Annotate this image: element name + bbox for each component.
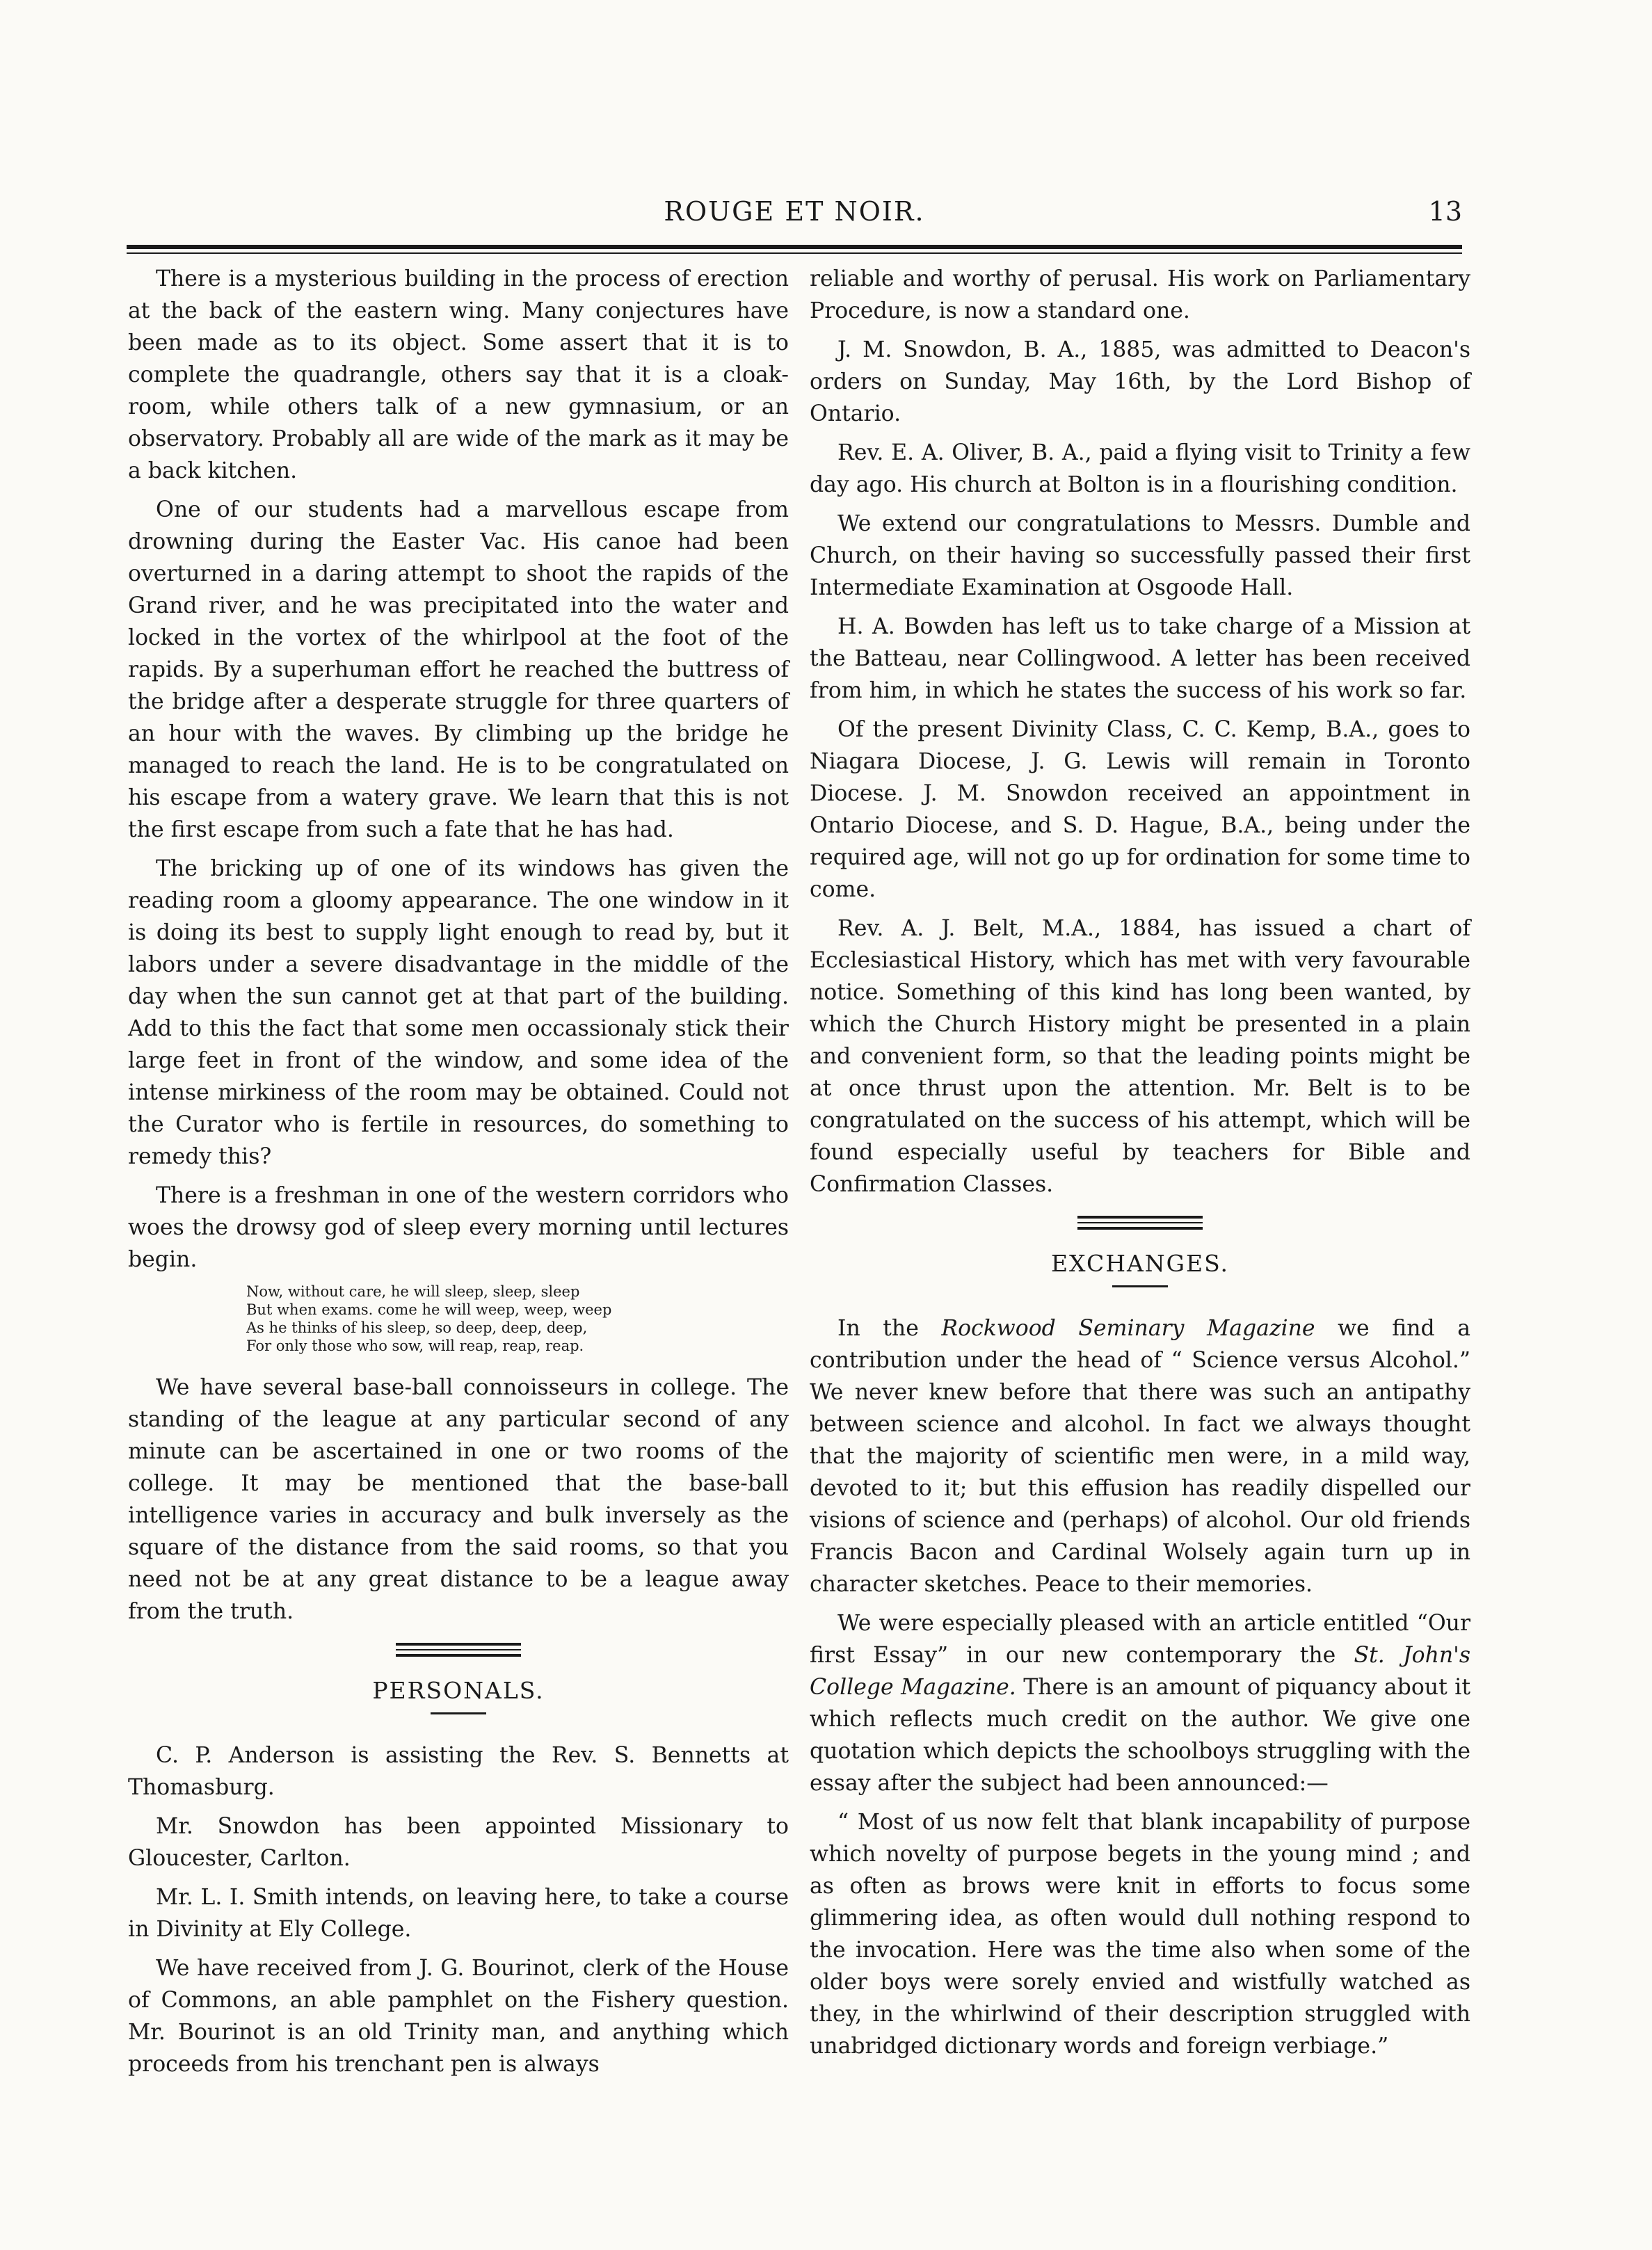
paragraph-reading-room: The bricking up of one of its windows has given the reading room a gloomy appearance. The one window in it is doing its best to supply light enough to read by, but it labors under a severe disadvantage in the middle of the day when the sun cannot get at that part of the building. Add to this the fact that some men occassionaly stick their large feet in front of the window, and some idea of the intense mirkiness of the room may be obtained. Could not the Curator who is fertile in resources, do something to remedy this? xyxy=(128,856,789,1169)
personal-item: Mr. Snowdon has been appointed Missionary to Gloucester, Carlton. xyxy=(128,1814,789,1871)
personal-item: C. P. Anderson is assisting the Rev. S. Bennetts at Thomasburg. xyxy=(128,1743,789,1800)
running-header xyxy=(127,196,1462,238)
poem-line: But when exams. come he will weep, weep, weep xyxy=(246,1301,612,1318)
poem xyxy=(246,1283,789,1355)
section-divider xyxy=(396,1643,521,1657)
personal-item: We extend our congratulations to Messrs. Dumble and Church, on their having so successfully passed their first Intermediate Examination at Osgoode Hall. xyxy=(810,511,1470,600)
exchange-item: We were especially pleased with an article entitled “Our first Essay” in our new contemporary the St. John's College Magazine. There is an amount of piquancy about it which reflects much credit on the author. We give one quotation which depicts the schoolboys struggling with the essay after the subject had been announced:— xyxy=(810,1611,1470,1796)
exchange-item: In the Rockwood Seminary Magazine we find a contribution under the head of “ Science versus Alcohol.” We never knew before that there was such an antipathy between science and alcohol. In fact we always thought that the majority of scientific men were, in a mild way, devoted to it; but this effusion has readily dispelled our visions of science and (perhaps) of alcohol. Our old friends Francis Bacon and Cardinal Wolsely again turn up in character sketches. Peace to their memories. xyxy=(810,1316,1470,1597)
poem-line: As he thinks of his sleep, so deep, deep, deep, xyxy=(246,1319,588,1336)
poem-line: Now, without care, he will sleep, sleep, sleep xyxy=(246,1283,580,1300)
continued-paragraph: reliable and worthy of perusal. His work on Parliamentary Procedure, is now a standard one. xyxy=(810,266,1470,323)
exchanges-heading: EXCHANGES. xyxy=(1050,1250,1230,1277)
poem-line: For only those who sow, will reap, reap, reap. xyxy=(246,1337,584,1354)
header-rule-thick xyxy=(127,245,1462,249)
personal-item: H. A. Bowden has left us to take charge of a Mission at the Batteau, near Collingwood. A letter has been received from him, in which he states the success of his work so far. xyxy=(810,614,1470,703)
page-number: 13 xyxy=(1428,196,1462,227)
header-rule-thin xyxy=(127,252,1462,254)
magazine-name: Rockwood Seminary Magazine xyxy=(941,1316,1315,1341)
heading-rule xyxy=(431,1712,486,1714)
journal-title: ROUGE ET NOIR. xyxy=(664,196,925,227)
section-divider xyxy=(1077,1216,1203,1230)
personal-item: Mr. L. I. Smith intends, on leaving here, to take a course in Divinity at Ely College. xyxy=(128,1885,789,1942)
left-column xyxy=(128,263,789,2087)
magazine-name: St. John's College Magazine. xyxy=(810,1643,1470,1700)
personal-item: Of the present Divinity Class, C. C. Kemp, B.A., goes to Niagara Diocese, J. G. Lewis will remain in Toronto Diocese. J. M. Snowdon received an appointment in Ontario Diocese, and S. D. Hague, B.A., being under the required age, will not go up for ordination for some time to come. xyxy=(810,717,1470,902)
personal-item: J. M. Snowdon, B. A., 1885, was admitted to Deacon's orders on Sunday, May 16th, by the Lord Bishop of Ontario. xyxy=(810,337,1470,426)
heading-rule xyxy=(1112,1285,1168,1287)
paragraph-baseball: We have several base-ball connoisseurs in college. The standing of the league at any particular second of any minute can be ascertained in one or two rooms of the college. It may be mentioned that the base-ball intelligence varies in accuracy and bulk inversely as the square of the distance from the said rooms, so that you need not be at any great distance to be a league away from the truth. xyxy=(128,1375,789,1624)
personal-item: Rev. A. J. Belt, M.A., 1884, has issued a chart of Ecclesiastical History, which has met with very favourable notice. Something of this kind has long been wanted, by which the Church History might be presented in a plain and convenient form, so that the leading points might be at once thrust upon the attention. Mr. Belt is to be congratulated on the success of his attempt, which will be found especially useful by teachers for Bible and Confirmation Classes. xyxy=(810,916,1470,1197)
exchange-quotation: “ Most of us now felt that blank incapability of purpose which novelty of purpose begets in the young mind ; and as often as brows were knit in efforts to focus some glimmering idea, as often would dull nothing respond to the invocation. Here was the time also when some of the older boys were sorely envied and wistfully watched as they, in the whirlwind of their description struggled with unabridged dictionary words and foreign verbiage.” xyxy=(810,1810,1470,2059)
personals-heading: PERSONALS. xyxy=(372,1677,545,1704)
paragraph-freshman: There is a freshman in one of the western corridors who woes the drowsy god of sleep every morning until lectures begin. xyxy=(128,1183,789,1272)
right-column xyxy=(810,263,1470,2069)
paragraph-canoe: One of our students had a marvellous escape from drowning during the Easter Vac. His canoe had been overturned in a daring attempt to shoot the rapids of the Grand river, and he was precipitated into the water and locked in the vortex of the whirlpool at the foot of the rapids. By a superhuman effort he reached the buttress of the bridge after a desperate struggle for three quarters of an hour with the waves. By climbing up the bridge he managed to reach the land. He is to be congratulated on his escape from a watery grave. We learn that this is not the first escape from such a fate that he has had. xyxy=(128,497,789,842)
personal-item: Rev. E. A. Oliver, B. A., paid a flying visit to Trinity a few day ago. His church at Bolton is in a flourishing condition. xyxy=(810,440,1470,497)
paragraph-building: There is a mysterious building in the process of erection at the back of the eastern wing. Many conjectures have been made as to its object. Some assert that it is to complete the quadrangle, others say that it is a cloak-room, while others talk of a new gymnasium, or an observatory. Probably all are wide of the mark as it may be a back kitchen. xyxy=(128,266,789,483)
personal-item: We have received from J. G. Bourinot, clerk of the House of Commons, an able pamphlet on the Fishery question. Mr. Bourinot is an old Trinity man, and anything which proceeds from his trenchant pen is always xyxy=(128,1956,789,2077)
